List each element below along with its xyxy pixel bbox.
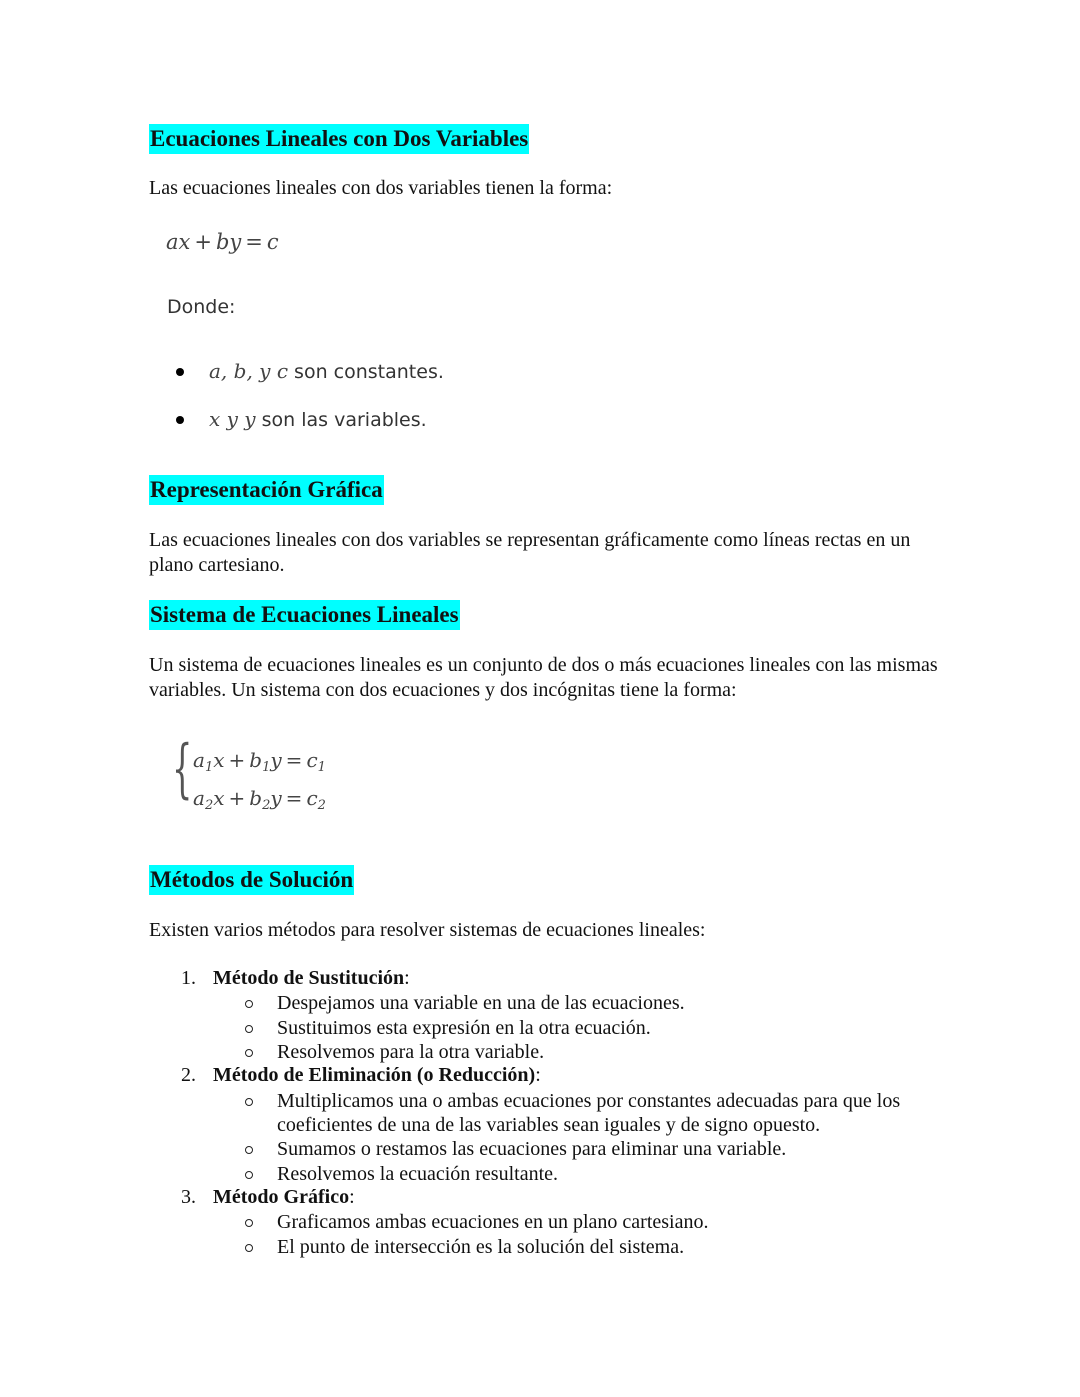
bullet-math: a, b, y c [209, 359, 289, 383]
bullet-icon [176, 368, 184, 376]
subscript: 1 [204, 760, 214, 775]
var-y: y [270, 786, 282, 810]
circle-bullet-icon [245, 1171, 253, 1179]
method-step: Sumamos o restamos las ecuaciones para eliminar una variable. [277, 1138, 787, 1160]
system-equation-row-1 [193, 748, 326, 775]
colon: : [535, 1064, 541, 1086]
eq-term-c: c [266, 230, 279, 254]
method-title-grafico [213, 1186, 355, 1209]
eq-plus: + [194, 230, 212, 254]
var-x: x [213, 786, 225, 810]
method-title-eliminacion [213, 1064, 541, 1087]
eq-term-ax: ax [166, 230, 191, 254]
coef-a: a [193, 748, 205, 772]
method-step: Resolvemos para la otra variable. [277, 1041, 545, 1063]
method-step: Multiplicamos una o ambas ecuaciones por constantes adecuadas para que los coeficientes de una de las variables sean iguales y de signo opuesto. [277, 1090, 901, 1136]
section-heading-metodos: Métodos de Solución [149, 865, 354, 895]
colon: : [404, 967, 410, 989]
subscript: 2 [204, 798, 214, 813]
subscript: 1 [317, 760, 326, 775]
method-number: 2. [181, 1064, 196, 1086]
circle-bullet-icon [245, 1219, 253, 1227]
section-heading-sistema: Sistema de Ecuaciones Lineales [149, 600, 460, 630]
circle-bullet-icon [245, 1000, 253, 1008]
section-heading-ecuaciones-lineales: Ecuaciones Lineales con Dos Variables [149, 124, 529, 154]
bullet-math: x y y [209, 407, 256, 431]
representation-paragraph: Las ecuaciones lineales con dos variables se representan gráficamente como líneas rectas en un plano cartesiano. [149, 529, 911, 576]
bullet-item-variables [209, 407, 427, 431]
method-step: Graficamos ambas ecuaciones en un plano cartesiano. [277, 1211, 709, 1233]
method-number: 3. [181, 1186, 196, 1208]
method-title-sustitucion [213, 967, 410, 990]
section-heading-representacion: Representación Gráfica [149, 475, 384, 505]
left-brace-icon: { [172, 732, 193, 806]
method-step: Sustituimos esta expresión en la otra ecuación. [277, 1017, 651, 1039]
equals-sign: = [285, 786, 303, 810]
where-label: Donde: [167, 296, 236, 318]
const-c: c [306, 786, 318, 810]
colon: : [349, 1186, 355, 1208]
eq-equals: = [245, 230, 263, 254]
coef-b: b [249, 748, 263, 772]
coef-a: a [193, 786, 205, 810]
system-equation-row-2 [193, 786, 326, 813]
bullet-icon [176, 416, 184, 424]
circle-bullet-icon [245, 1049, 253, 1057]
var-x: x [213, 748, 225, 772]
plus-sign: + [228, 786, 246, 810]
bullet-text: son constantes. [288, 361, 444, 383]
circle-bullet-icon [245, 1098, 253, 1106]
circle-bullet-icon [245, 1244, 253, 1252]
circle-bullet-icon [245, 1146, 253, 1154]
bullet-text: son las variables. [255, 409, 427, 431]
subscript: 2 [317, 798, 326, 813]
bullet-item-constants [209, 359, 444, 383]
method-step: Despejamos una variable en una de las ecuaciones. [277, 992, 685, 1014]
eq-term-by: by [215, 230, 242, 254]
method-title-text: Método de Sustitución [213, 967, 405, 989]
intro-paragraph: Las ecuaciones lineales con dos variables tienen la forma: [149, 177, 613, 199]
system-paragraph: Un sistema de ecuaciones lineales es un conjunto de dos o más ecuaciones lineales con las mismas variables. Un sistema con dos ecuaciones y dos incógnitas tiene la forma: [149, 654, 938, 701]
plus-sign: + [228, 748, 246, 772]
linear-equation [166, 230, 279, 254]
method-title-text: Método Gráfico [213, 1186, 350, 1208]
subscript: 1 [262, 760, 271, 775]
method-step: El punto de intersección es la solución del sistema. [277, 1236, 685, 1258]
subscript: 2 [262, 798, 271, 813]
equals-sign: = [285, 748, 303, 772]
method-number: 1. [181, 967, 196, 989]
var-y: y [270, 748, 282, 772]
circle-bullet-icon [245, 1025, 253, 1033]
method-step: Resolvemos la ecuación resultante. [277, 1163, 559, 1185]
const-c: c [306, 748, 318, 772]
methods-intro: Existen varios métodos para resolver sistemas de ecuaciones lineales: [149, 919, 706, 941]
method-title-text: Método de Eliminación (o Reducción) [213, 1064, 536, 1086]
coef-b: b [249, 786, 263, 810]
